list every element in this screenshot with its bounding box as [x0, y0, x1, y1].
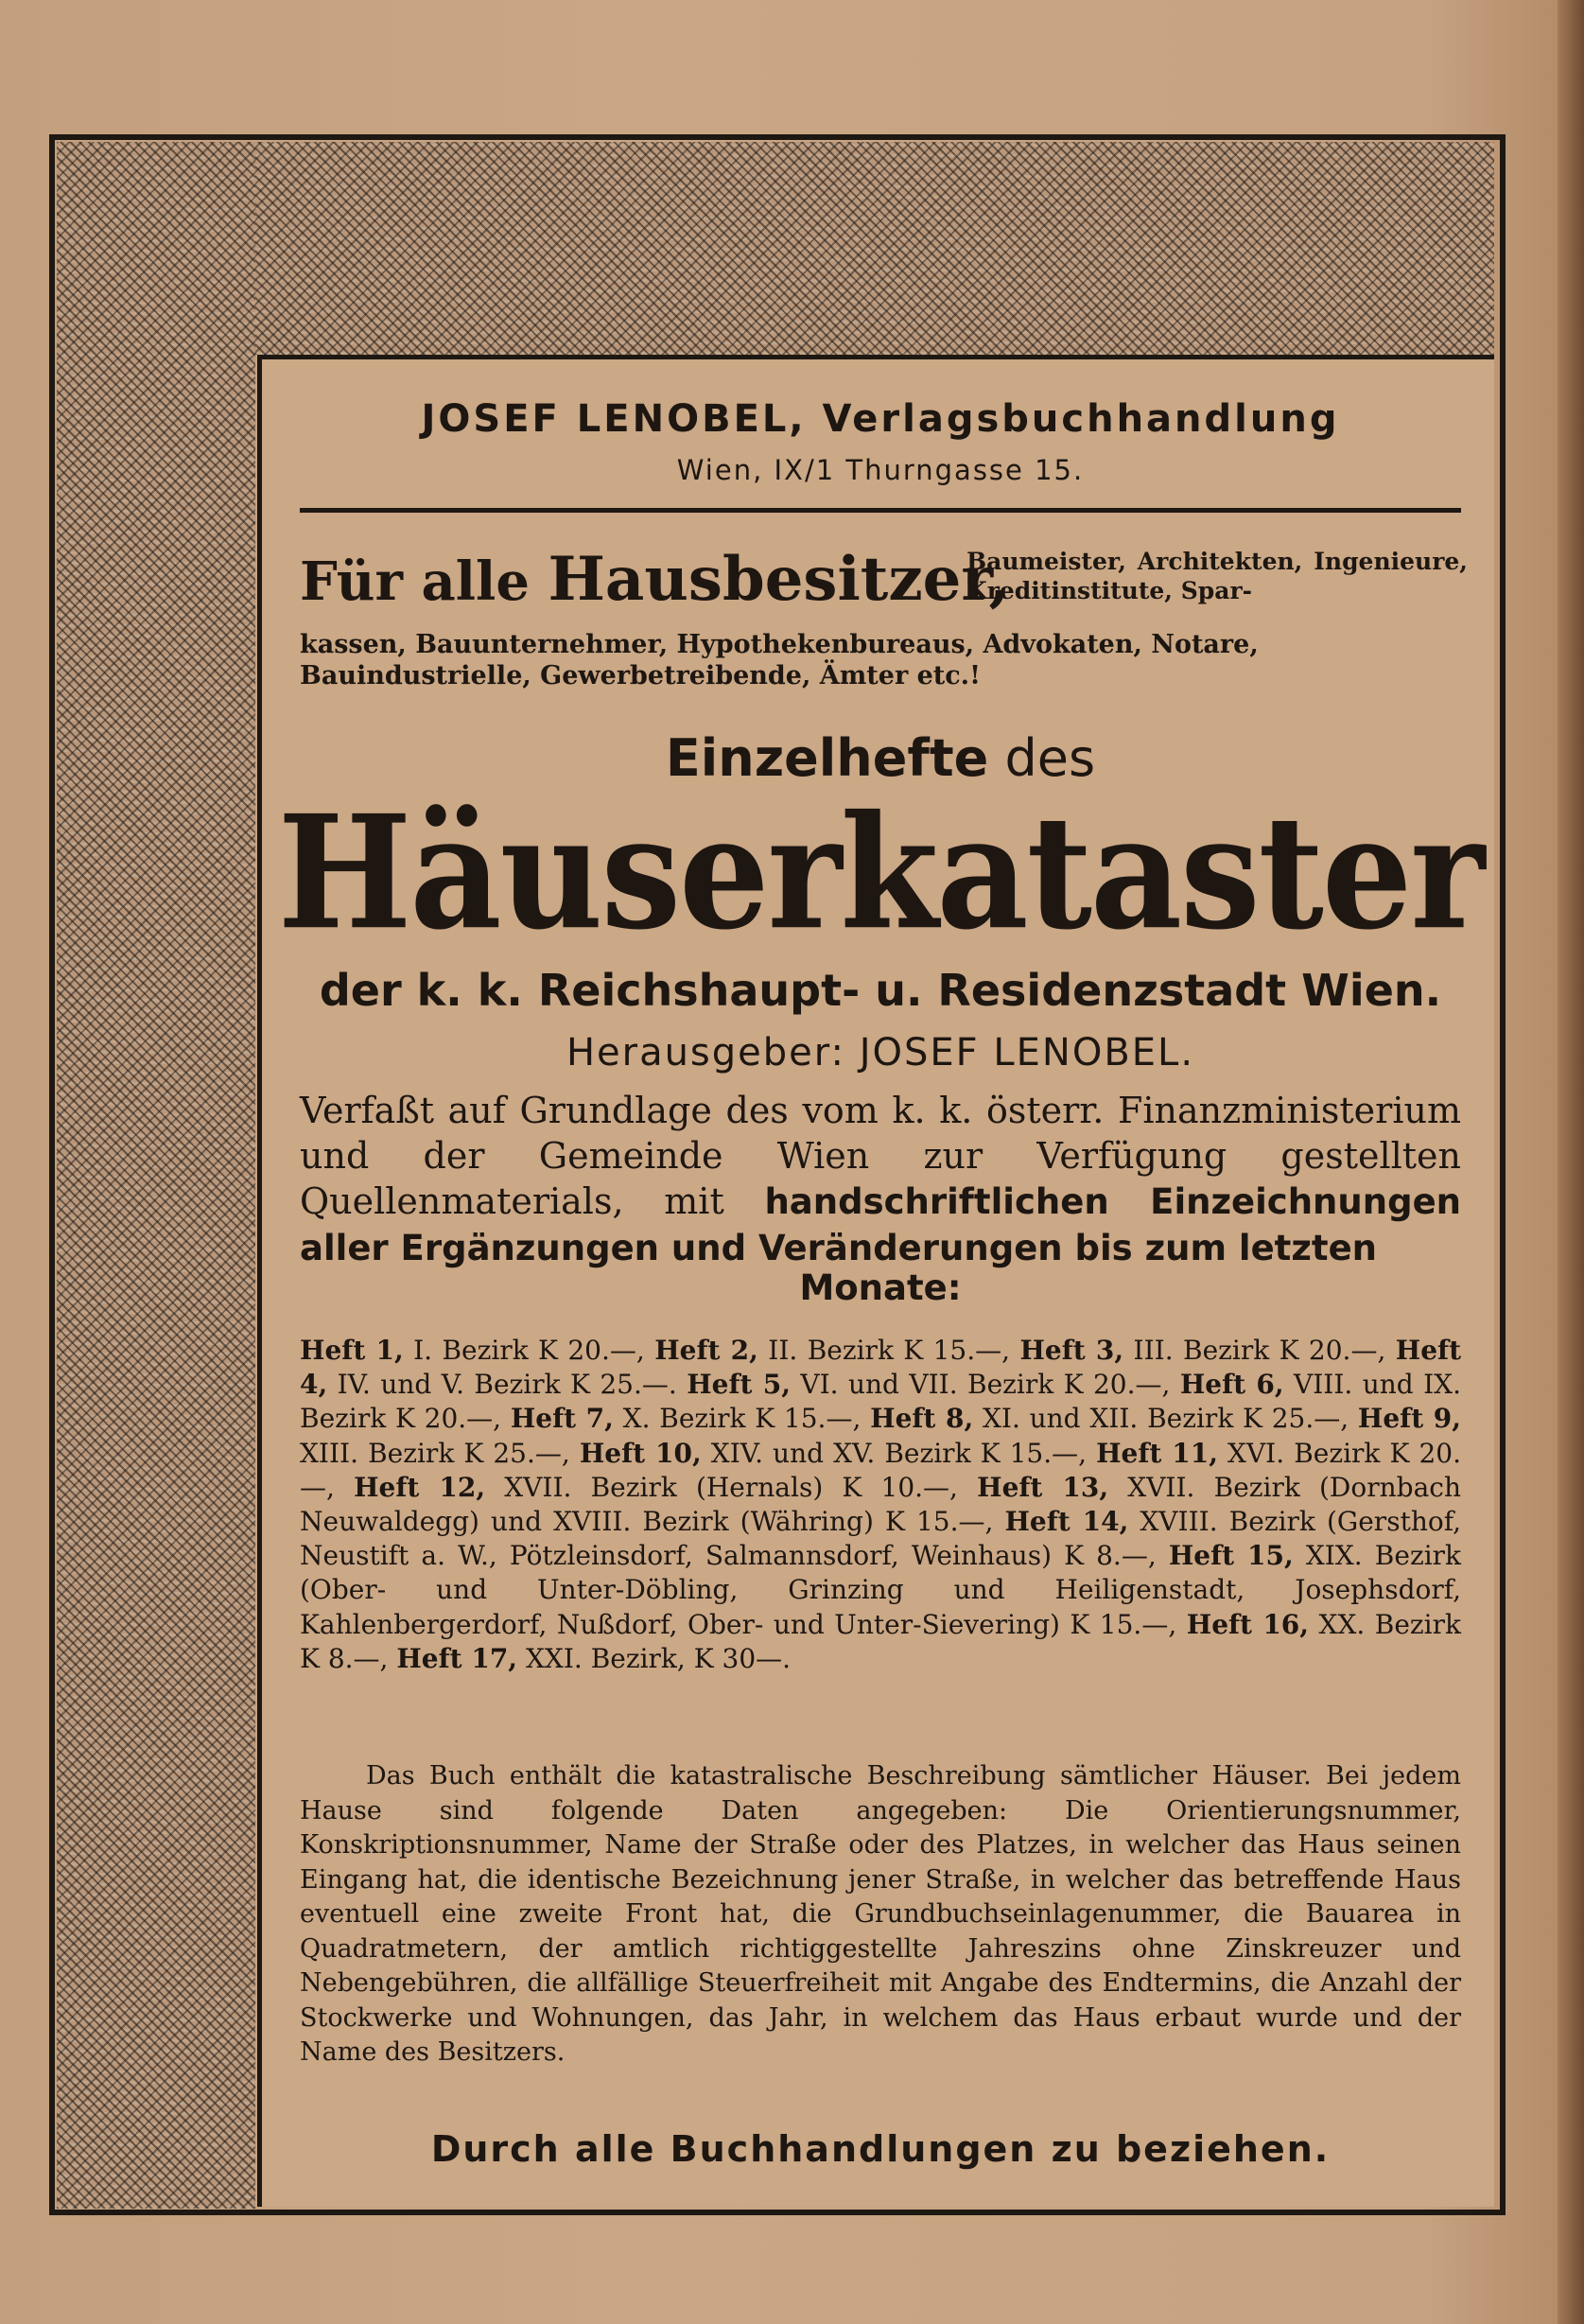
publisher-name: JOSEF LENOBEL, Verlagsbuchhandlung	[421, 397, 1340, 441]
main-title: Häuserkataster	[277, 781, 1484, 965]
audience-lead-big: Hausbesitzer,	[548, 544, 1010, 615]
page-edge	[1558, 0, 1584, 2324]
issue-details: VIII. und IX. Bezirk K 20.—,	[300, 1369, 1462, 1435]
description-last-line: Monate:	[799, 1267, 962, 1308]
issue-details: XVI. Bezirk K 20.—,	[300, 1437, 1461, 1503]
issue-heft-label: Heft 3,	[1019, 1335, 1124, 1366]
footer-availability: Durch alle Buchhandlungen zu beziehen.	[430, 2128, 1331, 2170]
issue-details: XVIII. Bezirk (Gersthof, Neustift a. W., Pötzleinsdorf, Salmannsdorf, Weinhaus) K 8.—,	[300, 1506, 1461, 1572]
issue-heft-label: Heft 8,	[870, 1403, 974, 1435]
issue-heft-label: Heft 4,	[300, 1335, 1461, 1401]
title-prefix	[262, 728, 1499, 788]
issue-details: XI. und XII. Bezirk K 25.—,	[973, 1403, 1358, 1435]
audience-lead: Für alle	[300, 550, 548, 613]
title-prefix-bold: Einzelhefte	[665, 728, 989, 788]
issue-heft-label: Heft 10,	[579, 1437, 702, 1469]
issue-details: II. Bezirk K 15.—,	[757, 1335, 1020, 1366]
issue-details: III. Bezirk K 20.—,	[1123, 1335, 1396, 1366]
issue-heft-label: Heft 5,	[687, 1369, 791, 1401]
issue-heft-label: Heft 6,	[1179, 1369, 1284, 1401]
issue-heft-label: Heft 16,	[1186, 1608, 1310, 1640]
audience-heading	[300, 544, 1010, 615]
issue-heft-label: Heft 9,	[1357, 1403, 1461, 1435]
advertisement-panel	[257, 355, 1494, 2207]
issue-heft-label: Heft 17,	[396, 1642, 518, 1674]
editor-line: Herausgeber: JOSEF LENOBEL.	[566, 1031, 1195, 1075]
issue-heft-label: Heft 12,	[354, 1471, 486, 1503]
issue-details: IV. und V. Bezirk K 25.—.	[327, 1369, 688, 1401]
description-bold: handschriftlichen Einzeichnungen aller Ergänzungen und Veränderungen bis zum letzten	[300, 1181, 1461, 1268]
issue-details: XIII. Bezirk K 25.—,	[300, 1437, 580, 1469]
issue-heft-label: Heft 15,	[1168, 1540, 1294, 1572]
ornament-top-border	[189, 142, 1494, 355]
issue-details: XVII. Bezirk (Hernals) K 10.—,	[485, 1471, 978, 1503]
publisher-address: Wien, IX/1 Thurngasse 15.	[676, 454, 1085, 486]
issue-heft-label: Heft 1,	[300, 1335, 404, 1366]
issue-details: VI. und VII. Bezirk K 20.—,	[790, 1369, 1180, 1401]
issue-heft-label: Heft 11,	[1096, 1437, 1218, 1469]
issue-details: XVII. Bezirk (Dornbach Neuwaldegg) und XVIII. Bezirk (Währing) K 15.—,	[300, 1471, 1461, 1538]
title-prefix-rest: des	[988, 728, 1096, 788]
issue-details: XX. Bezirk K 8.—,	[300, 1608, 1461, 1674]
divider-rule	[300, 508, 1461, 513]
audience-list-right: Baumeister, Architekten, Ingenieure, Kreditinstitute, Spar-	[966, 548, 1468, 604]
issue-details: X. Bezirk K 15.—,	[613, 1403, 871, 1435]
issue-heft-label: Heft 2,	[654, 1335, 758, 1366]
issue-details: XXI. Bezirk, K 30—.	[517, 1642, 792, 1674]
ornament-left-border	[57, 142, 255, 2209]
issue-heft-label: Heft 13,	[977, 1471, 1109, 1503]
issue-details: I. Bezirk K 20.—,	[403, 1335, 655, 1366]
issue-details: XIV. und XV. Bezirk K 15.—,	[701, 1437, 1097, 1469]
description-text: Verfaßt auf Grundlage des vom k. k. österr. Finanzministerium und der Gemeinde Wien zur Verfügung gestellten Quellenmaterials, mit	[300, 1090, 1461, 1222]
issue-details: XIX. Bezirk (Ober- und Unter-Döbling, Grinzing und Heiligenstadt, Josephsdorf, Kahlenbergerdorf, Nußdorf, Ober- und Unter-Sievering) K 15.—,	[300, 1540, 1461, 1640]
description-paragraph	[300, 1088, 1461, 1271]
issue-heft-label: Heft 7,	[510, 1403, 614, 1435]
issue-list	[300, 1334, 1461, 1676]
audience-list-below: kassen, Bauunternehmer, Hypothekenbureaus, Advokaten, Notare, Bauindustrielle, Gewerbetreibende, Ämter etc.!	[300, 630, 1259, 690]
book-description: Das Buch enthält die katastralische Beschreibung sämtlicher Häuser. Bei jedem Hause sind folgende Daten angegeben: Die Orientierungsnummer, Konskriptionsnummer, Name der Straße oder des Platzes, in welcher das Haus seinen Eingang hat, die identische Bezeichnung jener Straße, in welcher das betreffende Haus eventuell eine zweite Front hat, die Grundbuchseinlagenummer, die Bauarea in Quadratmetern, der amtlich richtiggestellte Jahreszins ohne Zinskreuzer und Nebengebühren, die allfällige Steuerfreiheit mit Angabe des Endtermins, die Anzahl der Stockwerke und Wohnungen, das Jahr, in welchem das Haus erbaut wurde und der Name des Besitzers.	[300, 1761, 1461, 2067]
issue-heft-label: Heft 14,	[1004, 1506, 1129, 1538]
title-subtitle: der k. k. Reichshaupt- u. Residenzstadt Wien.	[319, 965, 1442, 1016]
